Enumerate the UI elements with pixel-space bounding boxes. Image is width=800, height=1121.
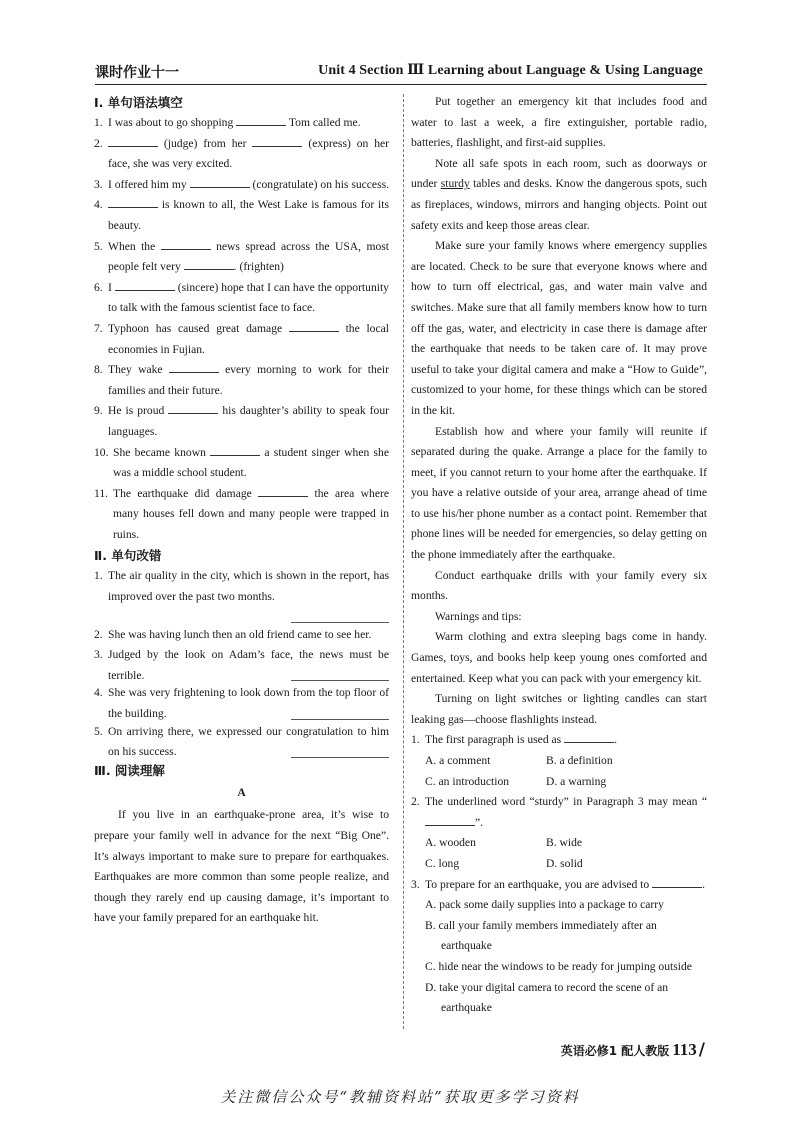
grammar-item-11: 11. The earthquake did damage the area where many houses fell down and many people were trapped in ruins. — [94, 484, 389, 546]
answer-blank[interactable] — [210, 443, 260, 456]
answer-line[interactable] — [291, 608, 389, 623]
answer-blank[interactable] — [289, 319, 339, 332]
question-1-options — [411, 751, 707, 792]
right-column — [411, 92, 707, 1019]
question-2-options — [411, 833, 707, 874]
left-column — [94, 92, 389, 929]
footer-note: 关注微信公众号“教辅资料站”获取更多学习资料 — [220, 1088, 580, 1106]
book-name: 英语必修1 配人教版 — [560, 1044, 670, 1058]
answer-blank[interactable] — [236, 113, 286, 126]
section-2-title: Ⅱ. 单句改错 — [94, 548, 162, 564]
option-c[interactable]: C. hide near the windows to be ready for jumping outside — [425, 959, 692, 973]
answer-blank[interactable] — [184, 257, 234, 270]
answer-blank[interactable] — [115, 278, 175, 291]
answer-line[interactable] — [291, 749, 389, 758]
option-b[interactable]: B. a definition — [546, 754, 613, 767]
passage-paragraph-4: Make sure your family knows where emergency supplies are located. Check to be sure that everyone knows where and how to turn off electrical, gas, and water main valve and switches. Make sure that all family members know how to turn off the gas, water, and electricity in case there is damage after the earthquake that needs to be taken care of. It may prove useful to take your digital camera and make a “How to Guide”, customized to your home, for these things which can be stored in the kit. — [411, 239, 707, 417]
page-number: 113 — [672, 1040, 697, 1059]
answer-line[interactable] — [291, 711, 389, 720]
answer-blank[interactable] — [258, 484, 308, 497]
answer-blank[interactable] — [108, 195, 158, 208]
option-d[interactable]: D. solid — [546, 856, 583, 870]
grammar-item-1: 1. I was about to go shopping Tom called me. — [94, 113, 389, 134]
page-header — [95, 60, 707, 85]
answer-blank[interactable] — [564, 730, 614, 743]
option-d[interactable]: D. a warning — [546, 774, 607, 788]
grammar-item-4: 4. is known to all, the West Lake is famous for its beauty. — [94, 195, 389, 236]
answer-blank[interactable] — [425, 813, 475, 826]
correction-item-3: 3. Judged by the look on Adam’s face, the news must be terrible. — [94, 648, 389, 682]
correction-item-2: 2. She was having lunch then an old friend came to see her. — [94, 627, 372, 641]
passage-paragraph-1: If you live in an earthquake-prone area, it’s wise to prepare your family well in advance for the next “Big One”. It’s always important to make sure to prepare for earthquakes. Earthquakes are more common than some people realize, and though they rarely end up causing damage, it’s important to have your family prepared for an earthquake hit. — [94, 808, 389, 925]
answer-blank[interactable] — [168, 401, 218, 414]
passage-paragraph-5: Establish how and where your family will reunite if separated during the quake. Arrange a place for the family to meet, if you cannot return to your home after the earthquake. If you have a relative outside of your area, arrange ahead of time to use his/her phone number as a contact point. Remember that phone lines will be needed for emergencies, so delay getting on the phone immediately after the earthquake. — [411, 424, 707, 562]
option-d[interactable]: D. take your digital camera to record the scene of an earthquake — [425, 980, 669, 1015]
question-3-options — [411, 895, 707, 1019]
unit-title: Unit 4 Section Ⅲ Learning about Language & Using Language — [318, 63, 703, 78]
correction-item-4: 4. She was very frightening to look down from the top floor of the building. — [94, 686, 389, 721]
grammar-item-8: 8. They wake every morning to work for their families and their future. — [94, 360, 389, 401]
option-b[interactable]: B. call your family members immediately after an earthquake — [425, 918, 657, 953]
passage-paragraph-8: Warm clothing and extra sleeping bags come in handy. Games, toys, and books help keep young ones comforted and entertained. Keep what you can pack with your emergency kit. — [411, 630, 707, 685]
passage-paragraph-9: Turning on light switches or lighting candles can start leaking gas—choose flashlights instead. — [411, 692, 707, 726]
option-a[interactable]: A. a comment — [425, 754, 491, 767]
answer-blank[interactable] — [652, 875, 702, 888]
page-slash: / — [698, 1040, 705, 1060]
grammar-item-10: 10. She became known a student singer when she was a middle school student. — [94, 443, 389, 484]
homework-title: 课时作业十一 — [95, 65, 179, 81]
passage-paragraph-7: Warnings and tips: — [435, 609, 522, 623]
option-a[interactable]: A. wooden — [425, 836, 476, 850]
grammar-item-2: 2. (judge) from her (express) on her face, she was very excited. — [94, 134, 389, 175]
answer-line[interactable] — [291, 672, 389, 681]
question-1: 1. The first paragraph is used as . — [411, 730, 707, 751]
question-3: 3. To prepare for an earthquake, you are advised to . — [411, 875, 707, 896]
correction-item-1: 1. The air quality in the city, which is shown in the report, has improved over the past two months. — [94, 566, 389, 622]
correction-item-5: 5. On arriving there, we expressed our congratulation to him on his success. — [94, 724, 389, 759]
book-footer — [561, 1040, 705, 1060]
question-2: 2. The underlined word “sturdy” in Paragraph 3 may mean “”. — [411, 795, 707, 829]
option-c[interactable]: C. long — [425, 856, 460, 870]
answer-blank[interactable] — [169, 360, 219, 373]
answer-blank[interactable] — [108, 134, 158, 147]
answer-blank[interactable] — [252, 134, 302, 147]
passage-label: A — [237, 785, 246, 799]
underlined-word: sturdy — [440, 177, 470, 191]
option-a[interactable]: A. pack some daily supplies into a package to carry — [425, 898, 664, 912]
answer-blank[interactable] — [161, 237, 211, 250]
option-b[interactable]: B. wide — [546, 836, 583, 850]
passage-paragraph-6: Conduct earthquake drills with your family every six months. — [411, 568, 707, 603]
grammar-item-7: 7. Typhoon has caused great damage the local economies in Fujian. — [94, 319, 389, 360]
grammar-item-5: 5. When the news spread across the USA, most people felt very . (frighten) — [94, 237, 389, 278]
column-divider — [403, 94, 404, 1029]
option-c[interactable]: C. an introduction — [425, 774, 510, 788]
section-1-title: Ⅰ. 单句语法填空 — [94, 95, 183, 110]
section-3-title: Ⅲ. 阅读理解 — [94, 762, 165, 778]
passage-paragraph-2: Put together an emergency kit that includes food and water to last a week, a fire extinguisher, portable radio, batteries, flashlight, and first-aid supplies. — [411, 95, 707, 150]
passage-paragraph-3: Note all safe spots in each room, such as doorways or under sturdy tables and desks. Know the dangerous spots, such as fireplaces, windows, mirrors and hanging objects. Point out safety exits and keep those areas clear. — [411, 156, 708, 232]
grammar-item-3: 3. I offered him my (congratulate) on his success. — [94, 175, 389, 196]
answer-blank[interactable] — [190, 175, 250, 188]
grammar-item-6: 6. I (sincere) hope that I can have the opportunity to talk with the famous scientist face to face. — [94, 278, 389, 319]
grammar-item-9: 9. He is proud his daughter’s ability to speak four languages. — [94, 401, 389, 442]
